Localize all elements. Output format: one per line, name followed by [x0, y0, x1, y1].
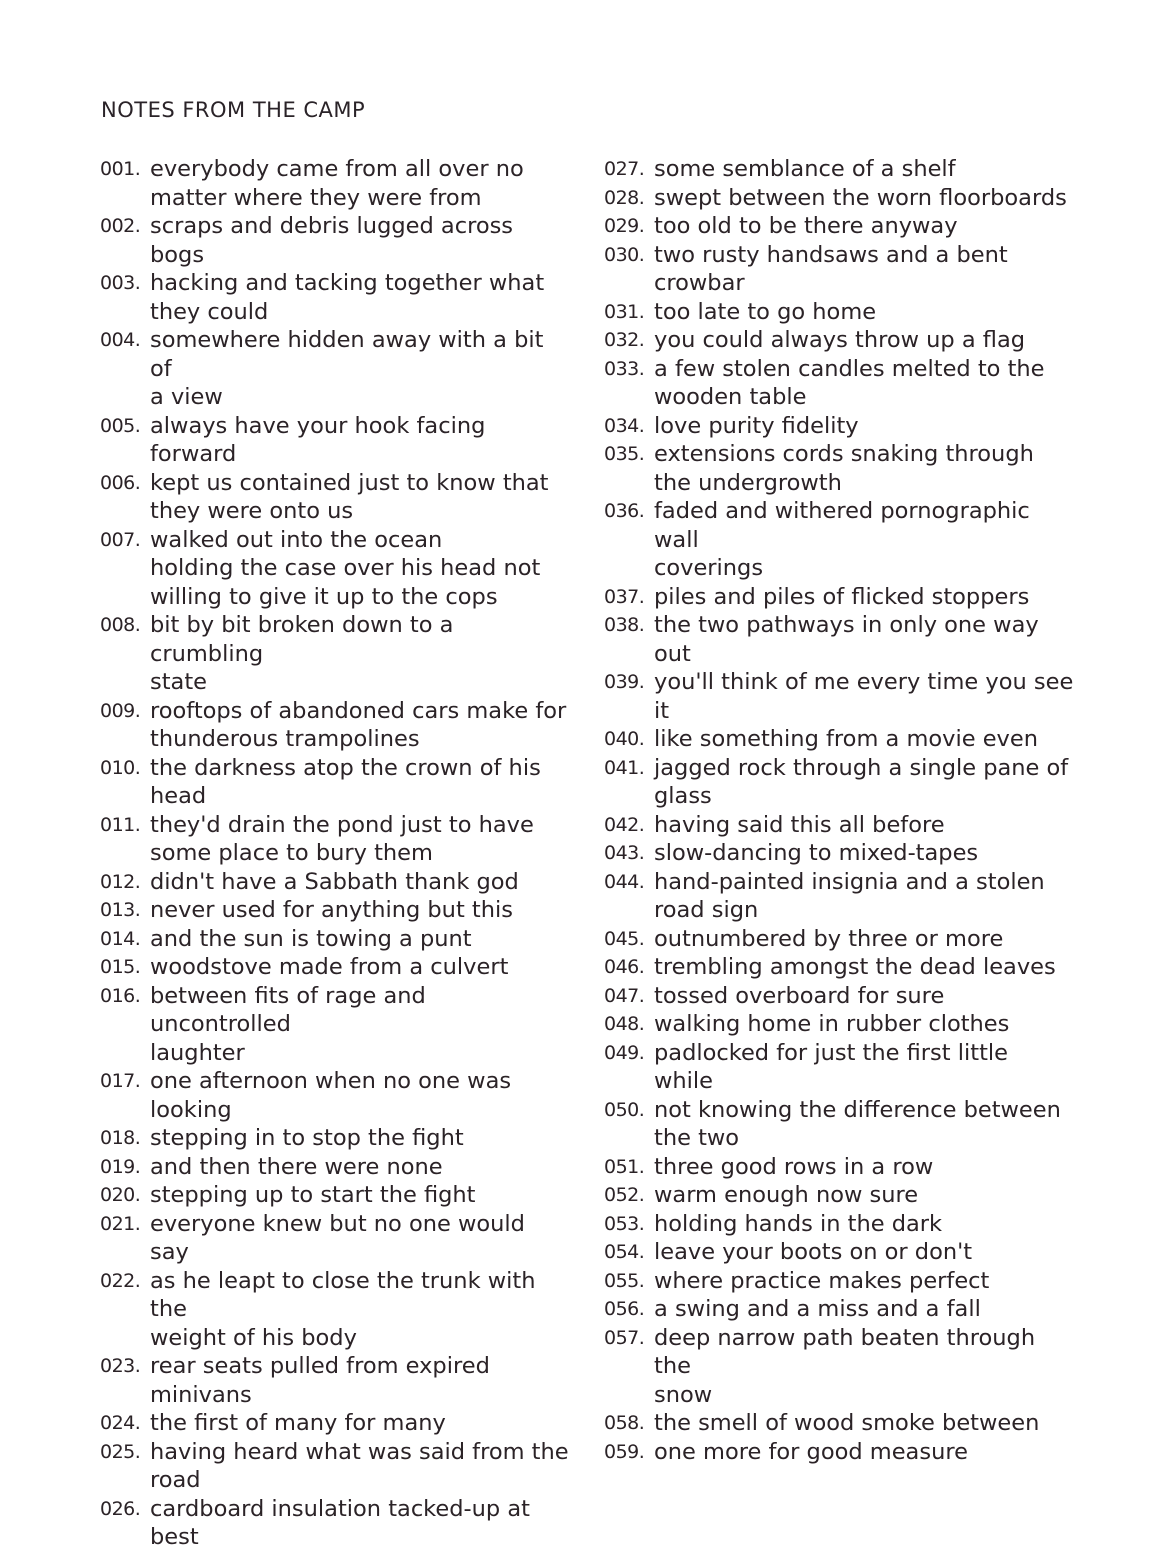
note-number: 019.: [100, 1155, 141, 1178]
note-item: [604, 412, 1074, 441]
note-number: 020.: [100, 1184, 141, 1206]
note-text: a swing and a miss and a fall: [654, 1296, 981, 1322]
note-item: [100, 1124, 570, 1153]
note-number: 015.: [100, 956, 141, 978]
note-item: [604, 1181, 1074, 1210]
note-item: [100, 155, 570, 212]
note-item: [604, 1039, 1074, 1096]
note-item: [100, 269, 570, 326]
note-item: [604, 497, 1074, 583]
note-number: 052.: [604, 1184, 645, 1206]
note-text: you'll think of me every time you see it: [654, 669, 1074, 724]
note-item: [604, 1153, 1074, 1182]
note-number: 035.: [604, 443, 645, 465]
note-item: [604, 298, 1074, 327]
note-item: [100, 896, 570, 925]
note-item: [100, 1267, 570, 1353]
note-item: [604, 1010, 1074, 1039]
note-text: everyone knew but no one would say: [150, 1210, 525, 1265]
notes-column-right: [604, 155, 1074, 1466]
note-number: 054.: [604, 1241, 645, 1263]
note-number: 030.: [604, 243, 645, 266]
note-text: slow-dancing to mixed-tapes: [654, 840, 979, 866]
note-item: [604, 184, 1074, 213]
note-text: walked out into the ocean holding the case over his head not willing to give it up to the cops: [150, 526, 541, 610]
note-item: [100, 526, 570, 612]
note-item: [100, 953, 570, 982]
note-number: 011.: [100, 813, 141, 836]
note-text: having said this all before: [654, 811, 945, 838]
note-number: 037.: [604, 585, 645, 608]
note-text: swept between the worn floorboards: [654, 184, 1067, 211]
note-text: one afternoon when no one was looking: [150, 1068, 512, 1123]
note-item: [100, 1153, 570, 1182]
note-item: [604, 1409, 1074, 1438]
note-text: holding hands in the dark: [654, 1210, 943, 1237]
note-text: outnumbered by three or more: [654, 925, 1004, 952]
note-item: [604, 982, 1074, 1011]
note-item: [604, 241, 1074, 298]
note-number: 010.: [100, 756, 141, 779]
note-item: [604, 811, 1074, 840]
note-number: 025.: [100, 1440, 141, 1463]
note-number: 047.: [604, 984, 645, 1007]
note-text: and then there were none: [150, 1153, 443, 1180]
note-text: between fits of rage and uncontrolled laughter: [150, 982, 426, 1066]
note-number: 008.: [100, 614, 141, 636]
note-text: tossed overboard for sure: [654, 982, 945, 1009]
note-text: too late to go home: [654, 298, 877, 325]
note-text: the two pathways in only one way out: [654, 612, 1039, 667]
note-number: 009.: [100, 699, 141, 722]
note-number: 017.: [100, 1070, 141, 1092]
note-number: 024.: [100, 1412, 141, 1434]
note-text: piles and piles of flicked stoppers: [654, 583, 1030, 610]
note-number: 038.: [604, 614, 645, 636]
note-item: [604, 1324, 1074, 1410]
note-text: always have your hook facing forward: [150, 412, 486, 467]
note-number: 041.: [604, 756, 645, 779]
note-item: [604, 583, 1074, 612]
note-item: [604, 839, 1074, 868]
note-number: 026.: [100, 1497, 141, 1520]
note-item: [604, 1267, 1074, 1296]
note-text: extensions cords snaking through the undergrowth: [654, 441, 1034, 496]
note-text: one more for good measure: [654, 1438, 968, 1465]
note-text: cardboard insulation tacked-up at best: [150, 1495, 530, 1550]
note-item: [604, 868, 1074, 925]
note-number: 022.: [100, 1269, 141, 1292]
note-text: somewhere hidden away with a bit of a view: [150, 327, 544, 410]
note-text: as he leapt to close the trunk with the weight of his body: [150, 1267, 536, 1351]
note-text: walking home in rubber clothes: [654, 1011, 1010, 1037]
note-text: you could always throw up a flag: [654, 327, 1026, 353]
note-number: 005.: [100, 414, 141, 437]
note-item: [604, 1096, 1074, 1153]
note-text: the first of many for many: [150, 1410, 446, 1436]
note-item: [604, 326, 1074, 355]
note-number: 002.: [100, 215, 141, 237]
note-text: and the sun is towing a punt: [150, 925, 472, 952]
note-text: warm enough now sure: [654, 1182, 919, 1208]
note-number: 027.: [604, 158, 645, 180]
note-number: 043.: [604, 842, 645, 864]
note-item: [100, 326, 570, 412]
note-text: three good rows in a row: [654, 1153, 934, 1180]
note-item: [100, 868, 570, 897]
note-number: 034.: [604, 414, 645, 437]
note-number: 016.: [100, 984, 141, 1007]
note-text: two rusty handsaws and a bent crowbar: [654, 241, 1008, 296]
note-number: 014.: [100, 927, 141, 950]
note-item: [100, 754, 570, 811]
note-number: 059.: [604, 1440, 645, 1463]
note-text: they'd drain the pond just to have some place to bury them: [150, 811, 534, 866]
note-number: 055.: [604, 1269, 645, 1292]
note-number: 053.: [604, 1212, 645, 1235]
note-number: 045.: [604, 927, 645, 950]
note-text: never used for anything but this: [150, 897, 513, 923]
note-text: kept us contained just to know that they were onto us: [150, 469, 549, 524]
note-number: 058.: [604, 1412, 645, 1434]
note-item: [100, 982, 570, 1068]
note-number: 039.: [604, 671, 645, 693]
note-text: a few stolen candles melted to the wooden table: [654, 355, 1045, 410]
note-item: [604, 611, 1074, 668]
note-item: [604, 1295, 1074, 1324]
note-number: 056.: [604, 1298, 645, 1320]
notes-column-left: [100, 155, 570, 1552]
note-text: too old to be there anyway: [654, 213, 958, 239]
note-item: [100, 697, 570, 754]
note-text: some semblance of a shelf: [654, 156, 956, 182]
note-text: woodstove made from a culvert: [150, 954, 509, 980]
note-number: 032.: [604, 329, 645, 351]
note-item: [100, 1495, 570, 1552]
note-text: having heard what was said from the road: [150, 1438, 569, 1493]
note-item: [100, 212, 570, 269]
note-text: the smell of wood smoke between: [654, 1410, 1040, 1436]
note-item: [604, 212, 1074, 241]
note-text: like something from a movie even: [654, 726, 1038, 752]
note-text: hand-painted insignia and a stolen road sign: [654, 868, 1045, 923]
note-number: 040.: [604, 728, 645, 750]
note-item: [604, 1438, 1074, 1467]
note-item: [100, 469, 570, 526]
note-item: [604, 754, 1074, 811]
note-number: 001.: [100, 158, 141, 180]
note-item: [100, 1409, 570, 1438]
note-item: [100, 1067, 570, 1124]
note-item: [604, 953, 1074, 982]
note-text: not knowing the difference between the two: [654, 1096, 1061, 1151]
note-item: [100, 1352, 570, 1409]
note-number: 042.: [604, 813, 645, 836]
note-text: bit by bit broken down to a crumbling state: [150, 612, 454, 695]
note-number: 018.: [100, 1127, 141, 1149]
note-number: 049.: [604, 1041, 645, 1064]
note-item: [100, 811, 570, 868]
note-number: 004.: [100, 329, 141, 351]
note-item: [100, 1181, 570, 1210]
note-text: love purity fidelity: [654, 412, 859, 439]
note-item: [100, 1210, 570, 1267]
note-item: [604, 155, 1074, 184]
note-item: [604, 668, 1074, 725]
note-number: 028.: [604, 186, 645, 209]
note-text: hacking and tacking together what they could: [150, 270, 545, 325]
note-item: [604, 1210, 1074, 1239]
note-item: [100, 1438, 570, 1495]
note-text: stepping in to stop the fight: [150, 1125, 464, 1151]
note-number: 050.: [604, 1098, 645, 1121]
note-number: 029.: [604, 215, 645, 237]
note-number: 013.: [100, 899, 141, 921]
note-text: scraps and debris lugged across bogs: [150, 213, 514, 268]
note-item: [100, 412, 570, 469]
note-text: rooftops of abandoned cars make for thunderous trampolines: [150, 697, 567, 752]
note-text: stepping up to start the fight: [150, 1182, 476, 1208]
note-number: 003.: [100, 272, 141, 294]
note-number: 006.: [100, 471, 141, 494]
note-item: [100, 925, 570, 954]
note-item: [604, 1238, 1074, 1267]
note-text: didn't have a Sabbath thank god: [150, 868, 519, 895]
note-text: padlocked for just the first little while: [654, 1039, 1008, 1094]
note-number: 046.: [604, 956, 645, 978]
note-item: [604, 925, 1074, 954]
note-item: [604, 355, 1074, 412]
note-number: 044.: [604, 870, 645, 893]
note-item: [604, 440, 1074, 497]
page-title: NOTES FROM THE CAMP: [101, 98, 366, 122]
note-number: 057.: [604, 1326, 645, 1349]
note-text: everybody came from all over no matter where they were from: [150, 156, 524, 211]
note-number: 031.: [604, 300, 645, 323]
note-text: trembling amongst the dead leaves: [654, 954, 1056, 980]
note-number: 048.: [604, 1013, 645, 1035]
note-text: the darkness atop the crown of his head: [150, 754, 541, 809]
note-item: [100, 611, 570, 697]
note-number: 033.: [604, 357, 645, 380]
note-number: 021.: [100, 1212, 141, 1235]
note-number: 036.: [604, 500, 645, 522]
note-item: [604, 725, 1074, 754]
note-number: 051.: [604, 1155, 645, 1178]
note-number: 012.: [100, 870, 141, 893]
note-text: faded and withered pornographic wall coverings: [654, 498, 1030, 581]
note-number: 023.: [100, 1355, 141, 1377]
note-text: where practice makes perfect: [654, 1267, 990, 1294]
note-text: leave your boots on or don't: [654, 1239, 973, 1265]
note-text: rear seats pulled from expired minivans: [150, 1353, 490, 1408]
note-text: deep narrow path beaten through the snow: [654, 1324, 1036, 1408]
note-text: jagged rock through a single pane of glass: [654, 754, 1069, 809]
note-number: 007.: [100, 528, 141, 551]
